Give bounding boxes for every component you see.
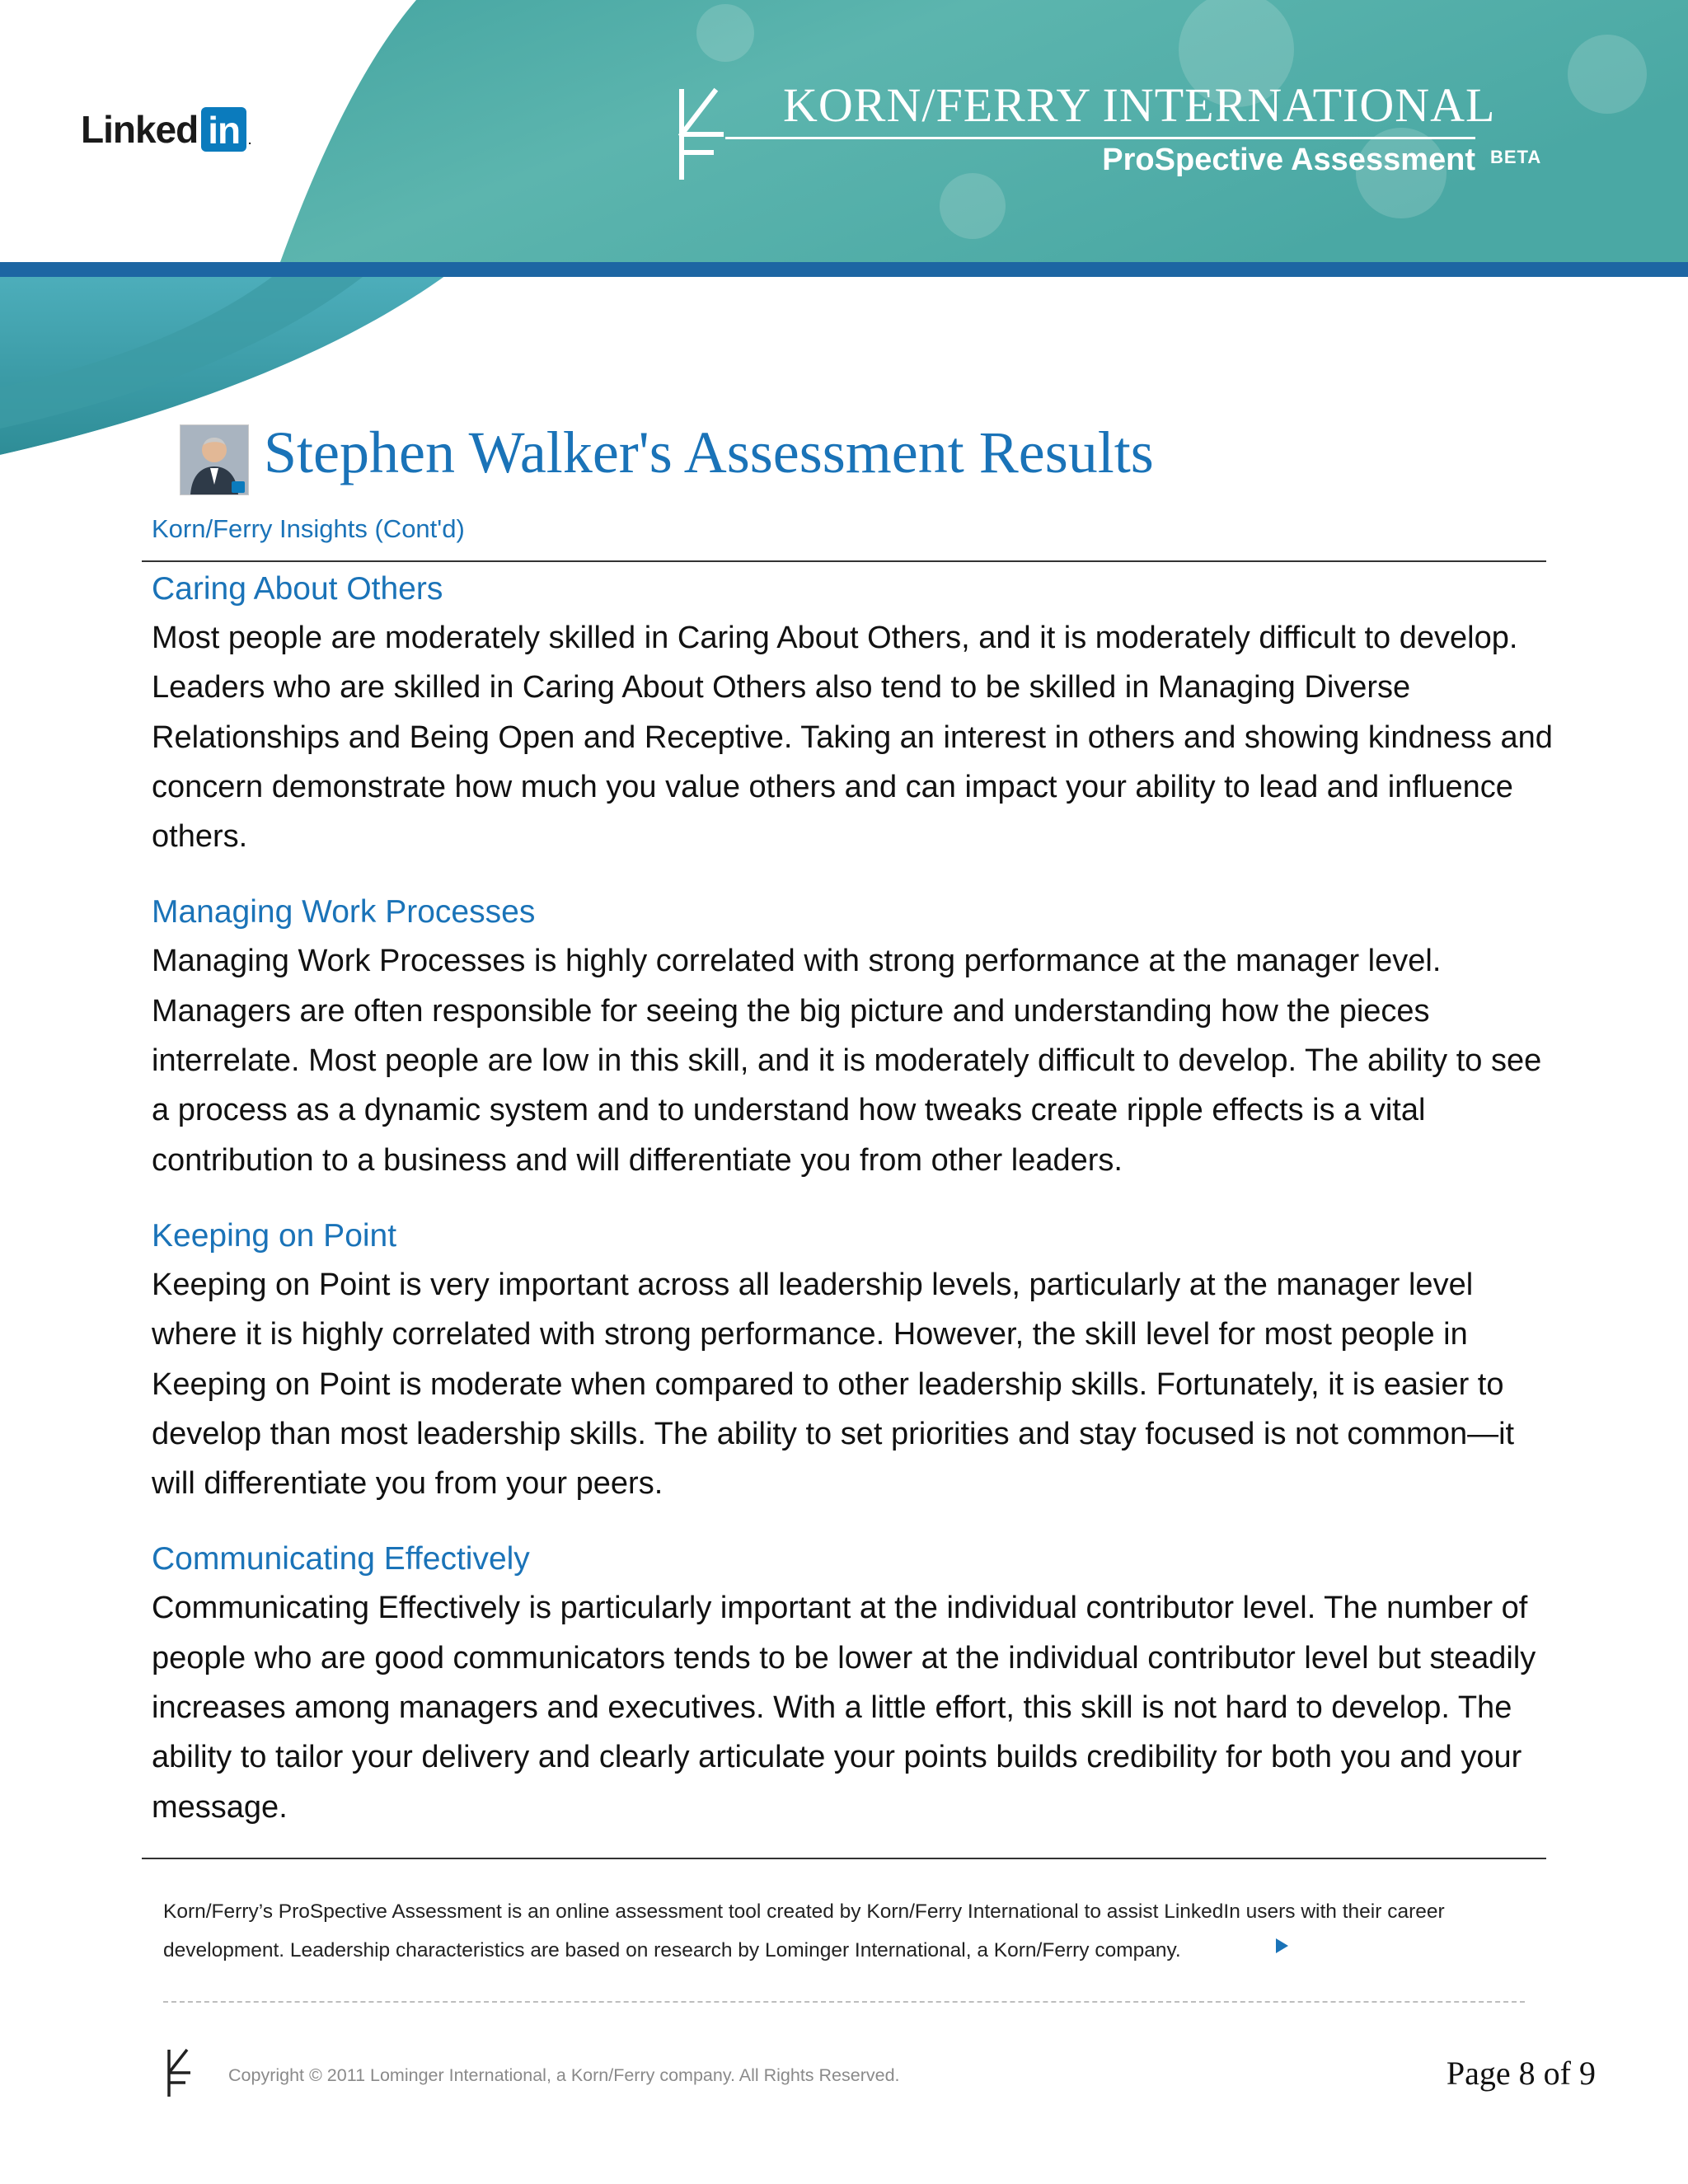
insight-managing-work-processes xyxy=(152,888,1553,1184)
beta-badge: BETA xyxy=(1490,147,1542,167)
linkedin-logo xyxy=(81,107,251,152)
insight-caring-about-others xyxy=(152,565,1553,861)
profile-photo xyxy=(180,424,249,495)
page-number: Page 8 of 9 xyxy=(1446,2055,1596,2092)
insight-heading: Keeping on Point xyxy=(152,1217,397,1254)
copyright-text: Copyright © 2011 Lominger International, a Korn/Ferry company. All Rights Reserved. xyxy=(228,2065,900,2085)
section-label: Korn/Ferry Insights (Cont'd) xyxy=(152,514,465,543)
footer-dashed-divider xyxy=(163,2001,1525,2003)
divider-top xyxy=(142,560,1546,562)
footer-disclaimer-line1: Korn/Ferry’s ProSpective Assessment is an online assessment tool created by Korn/Ferry International to assist LinkedIn users with their career xyxy=(163,1900,1445,1923)
korn-ferry-small-monogram-icon xyxy=(163,2047,195,2098)
divider-bottom xyxy=(142,1858,1546,1859)
linkedin-logo-in: in xyxy=(201,107,246,152)
page-title: Stephen Walker's Assessment Results xyxy=(264,419,1154,485)
company-name: KORN/FERRY INTERNATIONAL xyxy=(783,78,1496,132)
insight-body: Most people are moderately skilled in Caring About Others, and it is moderately difficult to develop. Leaders who are skilled in Caring About Others also tend to be skilled in Managing Diverse Relationships and Being Open and Receptive. Taking an interest in others and showing kindness and concern demonstrate how much you value others and can impact your ability to lead and influence others. xyxy=(152,621,1553,855)
profile-photo-icon xyxy=(181,425,248,494)
header-banner xyxy=(0,0,1688,462)
insights-list xyxy=(152,565,1553,1859)
insight-keeping-on-point xyxy=(152,1212,1553,1508)
insight-body: Keeping on Point is very important across all leadership levels, particularly at the manager level where it is highly correlated with strong performance. However, the skill level for most people in Keeping on Point is moderate when compared to other leadership skills. Fortunately, it is easier to develop than most leadership skills. The ability to set priorities and stay focused is not common—it will differentiate you from your peers. xyxy=(152,1267,1515,1502)
company-underline xyxy=(725,137,1475,139)
product-name: ProSpective Assessment xyxy=(1102,143,1475,177)
footer-disclaimer-line2: development. Leadership characteristics are based on research by Lominger International, a Korn/Ferry company. xyxy=(163,1939,1181,1961)
footer-disclaimer xyxy=(163,1892,1515,1970)
next-arrow-icon[interactable] xyxy=(1276,1938,1288,1953)
insight-body: Managing Work Processes is highly correlated with strong performance at the manager level. Managers are often responsible for seeing the big picture and understanding how the pieces interrelate. Most people are low in this skill, and it is moderately difficult to develop. The ability to see a process as a dynamic system and to understand how tweaks create ripple effects is a vital contribution to a business and will differentiate you from other leaders. xyxy=(152,944,1542,1178)
insight-communicating-effectively xyxy=(152,1535,1553,1831)
insight-heading: Communicating Effectively xyxy=(152,1541,530,1577)
korn-ferry-monogram-icon xyxy=(672,87,729,181)
insight-heading: Managing Work Processes xyxy=(152,894,536,930)
insight-body: Communicating Effectively is particularly important at the individual contributor level. The number of people who are good communicators tends to be lower at the individual contributor level but steadily increases among managers and executives. With a little effort, this skill is not hard to develop. The ability to tailor your delivery and clearly articulate your points builds credibility for both you and your message. xyxy=(152,1591,1536,1825)
linkedin-logo-word: Linked xyxy=(81,108,199,151)
insight-heading: Caring About Others xyxy=(152,571,443,607)
linkedin-logo-dot: . xyxy=(248,134,251,147)
